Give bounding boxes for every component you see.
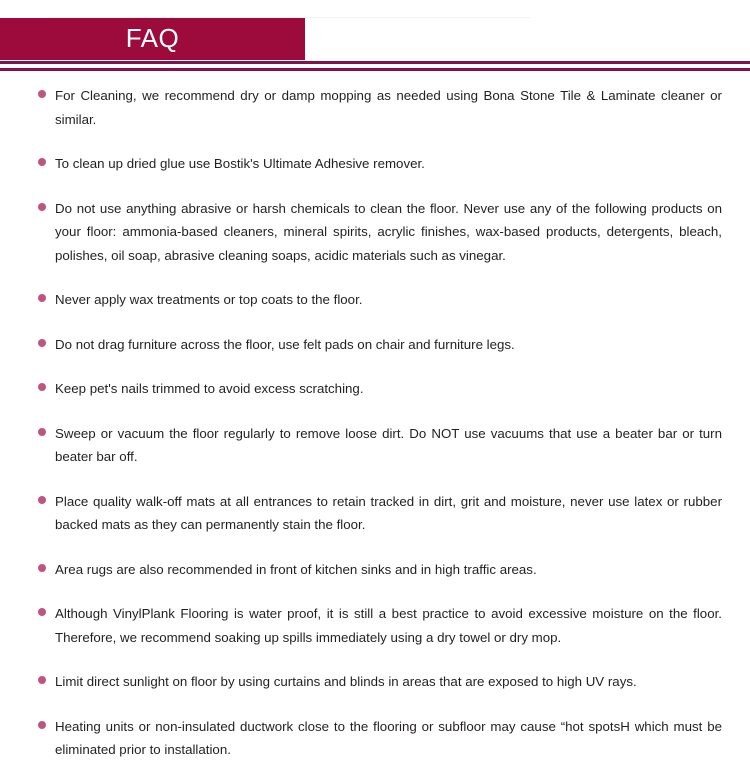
bullet-icon <box>38 339 46 347</box>
faq-list <box>0 84 750 783</box>
faq-item-text: Do not use anything abrasive or harsh chemicals to clean the floor. Never use any of the following products on your floor: ammonia-based cleaners, mineral spirits, acrylic finishes, wax-based products, detergents, bleach, polishes, oil soap, abrasive cleaning soaps, acidic materials such as vinegar. <box>55 200 722 263</box>
bullet-icon <box>38 608 46 616</box>
faq-item <box>0 333 750 357</box>
faq-item <box>0 422 750 469</box>
bullet-icon <box>38 564 46 572</box>
faq-item-text: Limit direct sunlight on floor by using curtains and blinds in areas that are exposed to high UV rays. <box>55 674 637 689</box>
faq-header-banner <box>0 18 305 60</box>
faq-item-text: Place quality walk-off mats at all entrances to retain tracked in dirt, grit and moisture, never use latex or rubber backed mats as they can permanently stain the floor. <box>55 493 722 532</box>
bullet-icon <box>38 721 46 729</box>
faq-item <box>0 558 750 582</box>
page-title: FAQ <box>125 23 180 53</box>
faq-item <box>0 715 750 762</box>
divider-rule-upper <box>0 61 750 64</box>
faq-item-text: Heating units or non-insulated ductwork close to the flooring or subfloor may cause “hot spotsH which must be eliminated prior to installation. <box>55 718 722 757</box>
bullet-icon <box>38 383 46 391</box>
faq-item-text: Never apply wax treatments or top coats to the floor. <box>55 292 363 307</box>
faq-item-text: Sweep or vacuum the floor regularly to remove loose dirt. Do NOT use vacuums that use a beater bar or turn beater bar off. <box>55 425 722 464</box>
bullet-icon <box>38 676 46 684</box>
faq-item <box>0 670 750 694</box>
divider-rule-lower <box>0 68 750 71</box>
bullet-icon <box>38 203 46 211</box>
faq-item-text: For Cleaning, we recommend dry or damp mopping as needed using Bona Stone Tile & Laminate cleaner or similar. <box>55 88 722 127</box>
faq-item-text: To clean up dried glue use Bostik's Ultimate Adhesive remover. <box>55 156 425 171</box>
faq-item <box>0 288 750 312</box>
faq-item <box>0 602 750 649</box>
faq-item <box>0 377 750 401</box>
faq-item-text: Although VinylPlank Flooring is water proof, it is still a best practice to avoid excessive moisture on the floor. Therefore, we recommend soaking up spills immediately using a dry towel or dry mop. <box>55 606 722 645</box>
faq-item-text: Do not drag furniture across the floor, use felt pads on chair and furniture legs. <box>55 336 515 352</box>
faq-item <box>0 197 750 268</box>
bullet-icon <box>38 158 46 166</box>
bullet-icon <box>38 90 46 98</box>
faq-item <box>0 152 750 176</box>
faq-item <box>0 84 750 131</box>
faq-item <box>0 490 750 537</box>
bullet-icon <box>38 294 46 302</box>
bullet-icon <box>38 428 46 436</box>
bullet-icon <box>38 496 46 504</box>
faq-item-text: Area rugs are also recommended in front of kitchen sinks and in high traffic areas. <box>55 561 537 577</box>
faq-item-text: Keep pet's nails trimmed to avoid excess scratching. <box>55 381 364 396</box>
